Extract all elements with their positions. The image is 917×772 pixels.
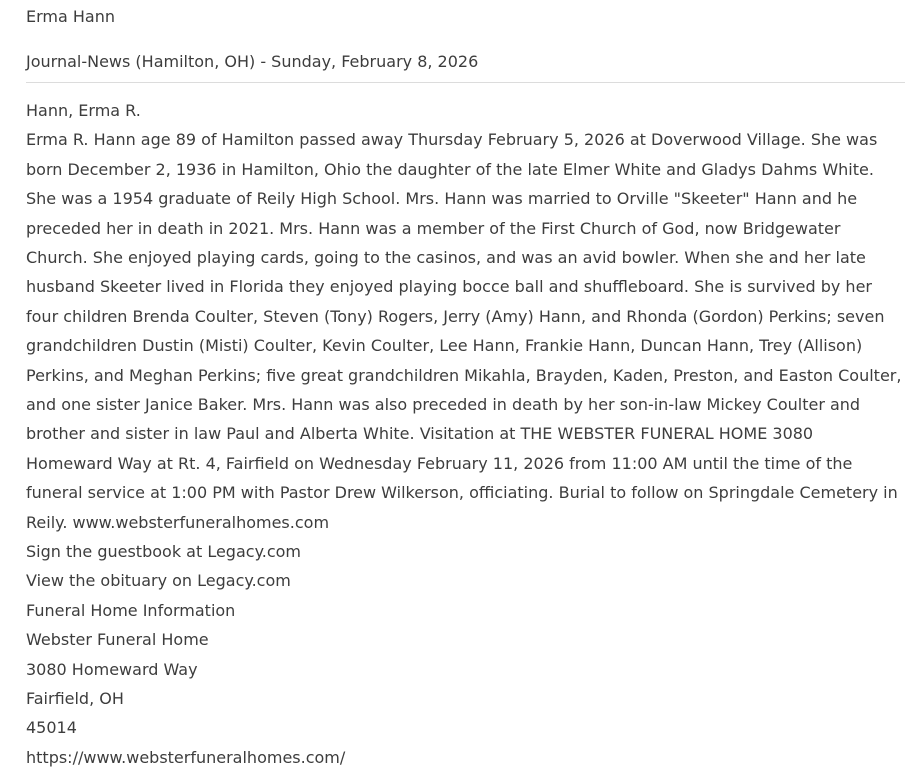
page-title: Erma Hann [26, 7, 115, 26]
funeral-home-url[interactable] [26, 743, 903, 772]
view-obituary-link-text[interactable]: View the obituary on Legacy.com [26, 571, 291, 591]
funeral-home-heading: Funeral Home Information [26, 600, 236, 620]
funeral-home-url-link[interactable]: https://www.websterfuneralhomes.com/ [26, 747, 346, 767]
guestbook-link-text[interactable]: Sign the guestbook at Legacy.com [26, 542, 302, 562]
obituary-content [26, 96, 903, 772]
funeral-home-city-state: Fairfield, OH [26, 689, 124, 709]
obituary-name-line: Hann, Erma R. [26, 101, 141, 120]
publication-source: Journal-News (Hamilton, OH) - Sunday, February 8, 2026 [26, 52, 479, 71]
funeral-home-name: Webster Funeral Home [26, 630, 209, 650]
view-obituary-link[interactable] [26, 566, 903, 595]
funeral-home-zip: 45014 [26, 718, 77, 738]
divider [26, 82, 905, 83]
obituary-body: Erma R. Hann age 89 of Hamilton passed away Thursday February 5, 2026 at Doverwood Village. She was born December 2, 1936 in Hamilton, Ohio the daughter of the late Elmer White and Gladys Dahms White. She was a 1954 graduate of Reily High School. Mrs. Hann was married to Orville "Skeeter" Hann and he preceded her in death in 2021. Mrs. Hann was a member of the First Church of God, now Bridgewater Church. She enjoyed playing cards, going to the casinos, and was an avid bowler. When she and her late husband Skeeter lived in Florida they enjoyed playing bocce ball and shuffleboard. She is survived by her four children Brenda Coulter, Steven (Tony) Rogers, Jerry (Amy) Hann, and Rhonda (Gordon) Perkins; seven grandchildren Dustin (Misti) Coulter, Kevin Coulter, Lee Hann, Frankie Hann, Duncan Hann, Trey (Allison) Perkins, and Meghan Perkins; five great grandchildren Mikahla, Brayden, Kaden, Preston, and Easton Coulter, and one sister Janice Baker. Mrs. Hann was also preceded in death by her son-in-law Mickey Coulter and brother and sister in law Paul and Alberta White. Visitation at THE WEBSTER FUNERAL HOME 3080 Homeward Way at Rt. 4, Fairfield on Wednesday February 11, 2026 from 11:00 AM until the time of the funeral service at 1:00 PM with Pastor Drew Wilkerson, officiating. Burial to follow on Springdale Cemetery in Reily. www.websterfuneralhomes.com [26, 130, 902, 532]
funeral-home-street: 3080 Homeward Way [26, 659, 198, 679]
guestbook-link[interactable] [26, 537, 903, 566]
